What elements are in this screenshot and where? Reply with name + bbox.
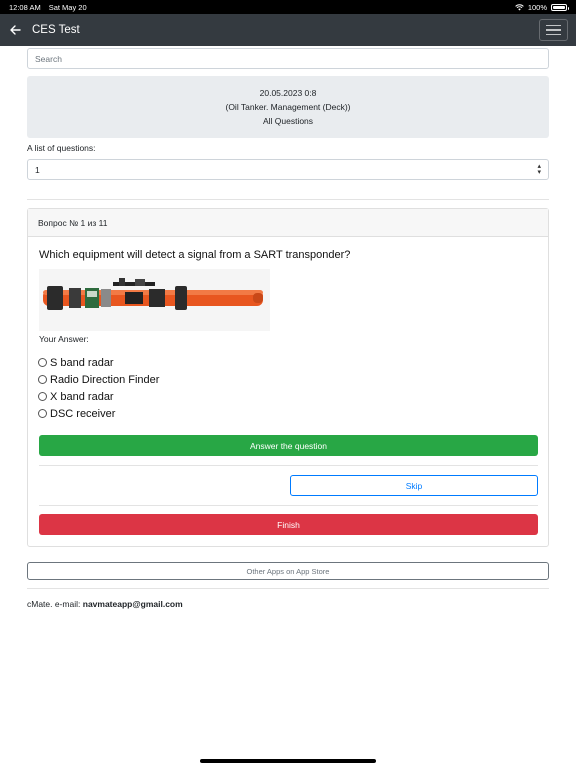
status-time: 12:08 AM: [9, 2, 41, 12]
hamburger-icon: [546, 25, 561, 27]
arrow-left-icon: [10, 25, 21, 35]
option-label: S band radar: [50, 356, 114, 369]
answer-option-s-band-radar[interactable]: [38, 354, 159, 371]
sart-transponder-image: [39, 269, 270, 331]
your-answer-label: Your Answer:: [39, 334, 89, 344]
question-counter: Вопрос № 1 из 11: [28, 209, 548, 237]
status-date: Sat May 20: [48, 2, 87, 12]
divider: [39, 465, 538, 466]
divider: [39, 505, 538, 506]
test-date: 20.05.2023 0:8: [259, 88, 317, 98]
answer-option-dsc-receiver[interactable]: [38, 405, 159, 422]
answer-options: [38, 354, 159, 422]
question-select-value: 1: [35, 164, 40, 175]
footer-prefix: cMate. e-mail:: [27, 599, 83, 609]
option-label: DSC receiver: [50, 407, 116, 420]
navbar: [0, 14, 576, 46]
footer-contact: [27, 599, 183, 609]
radio-button[interactable]: [38, 358, 47, 367]
wifi-icon: [515, 4, 524, 11]
status-bar: [0, 0, 576, 14]
test-scope: All Questions: [262, 116, 314, 126]
radio-button[interactable]: [38, 375, 47, 384]
home-indicator: [200, 759, 376, 763]
skip-button[interactable]: Skip: [290, 475, 538, 496]
answer-option-radio-direction-finder[interactable]: [38, 371, 159, 388]
back-button[interactable]: [8, 23, 22, 37]
battery-percent: 100%: [527, 2, 547, 12]
radio-button[interactable]: [38, 392, 47, 401]
divider: [27, 588, 549, 589]
menu-button[interactable]: [539, 19, 568, 41]
other-apps-button[interactable]: Other Apps on App Store: [27, 562, 549, 580]
option-label: Radio Direction Finder: [50, 373, 160, 386]
option-label: X band radar: [50, 390, 114, 403]
question-text: Which equipment will detect a signal from a SART transponder?: [39, 249, 351, 261]
select-arrows-icon: ▴ ▾: [537, 162, 541, 176]
test-info-panel: [27, 76, 549, 138]
divider: [27, 199, 549, 200]
question-card: [27, 208, 549, 547]
question-select[interactable]: [27, 159, 549, 180]
radio-button[interactable]: [38, 409, 47, 418]
page-title: CES Test: [32, 24, 80, 36]
status-right: [515, 3, 567, 12]
search-input[interactable]: [27, 48, 549, 69]
test-category: (Oil Tanker. Management (Deck)): [225, 102, 351, 112]
finish-button[interactable]: Finish: [39, 514, 538, 535]
answer-button[interactable]: Answer the question: [39, 435, 538, 456]
answer-option-x-band-radar[interactable]: [38, 388, 159, 405]
question-list-label: A list of questions:: [27, 143, 96, 153]
contact-email[interactable]: navmateapp@gmail.com: [82, 599, 183, 609]
battery-icon: [551, 4, 567, 11]
